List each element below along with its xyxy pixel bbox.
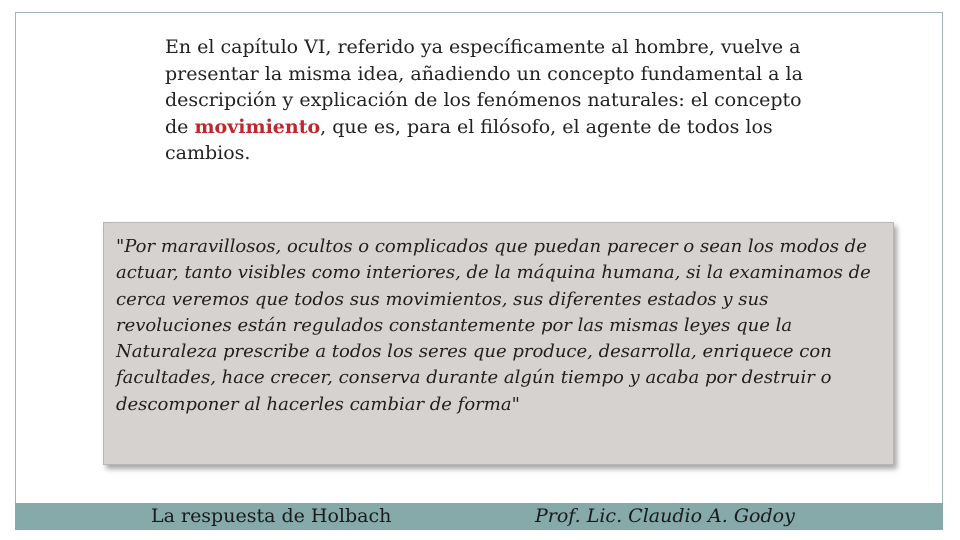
intro-paragraph	[165, 34, 805, 167]
quote-text: "Por maravillosos, ocultos o complicados que puedan parecer o sean los modos de actuar, tanto visibles como interiores, de la máquina humana, si la examinamos de cerca veremos que todos sus movimientos, sus diferentes estados y sus revoluciones están regulados constantemente por las mismas leyes que la Naturaleza prescribe a todos los seres que produce, desarrolla, enriquece con facultades, hace crecer, conserva durante algún tiempo y acaba por destruir o descomponer al hacerles cambiar de forma"	[116, 236, 871, 415]
footer-title: La respuesta de Holbach	[151, 505, 392, 527]
footer-author: Prof. Lic. Claudio A. Godoy	[535, 505, 795, 527]
intro-highlight-word: movimiento	[194, 115, 321, 138]
intro-text-before: En el capítulo VI, referido ya específicamente al hombre, vuelve a presentar la misma idea, añadiendo un concepto fundamental a la descripción y explicación de los fenómenos naturales: el concepto de	[165, 36, 803, 138]
intro-text-after: , que es, para el filósofo, el agente de todos los cambios.	[165, 115, 773, 164]
quote-box	[103, 222, 894, 465]
footer-bar	[15, 503, 943, 530]
